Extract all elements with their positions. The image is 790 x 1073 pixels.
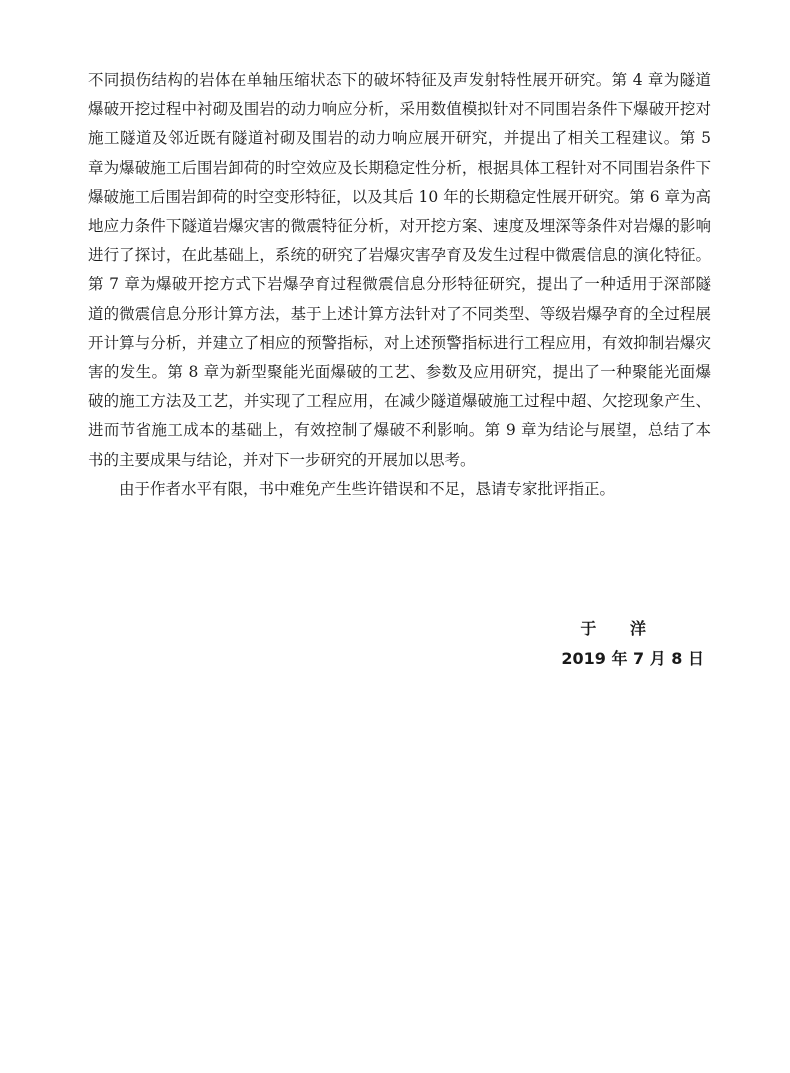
- signature-date: 2019 年 7 月 8 日: [561, 649, 704, 668]
- paragraph-chapters-summary: 不同损伤结构的岩体在单轴压缩状态下的破坏特征及声发射特性展开研究。第 4 章为隧道爆破开挖过程中衬砌及围岩的动力响应分析，采用数值模拟针对不同围岩条件下爆破开挖对施工隧道及邻近既有隧道衬砌及围岩的动力响应展开研究，并提出了相关工程建议。第 5 章为爆破施工后围岩卸荷的时空效应及长期稳定性分析，根据具体工程针对不同围岩条件下爆破施工后围岩卸荷的时空变形特征，以及其后 10 年的长期稳定性展开研究。第 6 章为高地应力条件下隧道岩爆灾害的微震特征分析，对开挖方案、速度及埋深等条件对岩爆的影响进行了探讨，在此基础上，系统的研究了岩爆灾害孕育及发生过程中微震信息的演化特征。第 7 章为爆破开挖方式下岩爆孕育过程微震信息分形特征研究，提出了一种适用于深部隧道的微震信息分形计算方法，基于上述计算方法针对了不同类型、等级岩爆孕育的全过程展开计算与分析，并建立了相应的预警指标，对上述预警指标进行工程应用，有效抑制岩爆灾害的发生。第 8 章为新型聚能光面爆破的工艺、参数及应用研究，提出了一种聚能光面爆破的施工方法及工艺，并实现了工程应用，在减少隧道爆破施工过程中超、欠挖现象产生、进而节省施工成本的基础上，有效控制了爆破不利影响。第 9 章为结论与展望，总结了本书的主要成果与结论，并对下一步研究的开展加以思考。: [88, 71, 711, 469]
- paragraph-closing-remark: 由于作者水平有限，书中难免产生些许错误和不足，恳请专家批评指正。: [119, 479, 616, 498]
- signature-block: [561, 614, 704, 674]
- author-name: 于 洋: [580, 619, 660, 638]
- body-text: [88, 66, 711, 504]
